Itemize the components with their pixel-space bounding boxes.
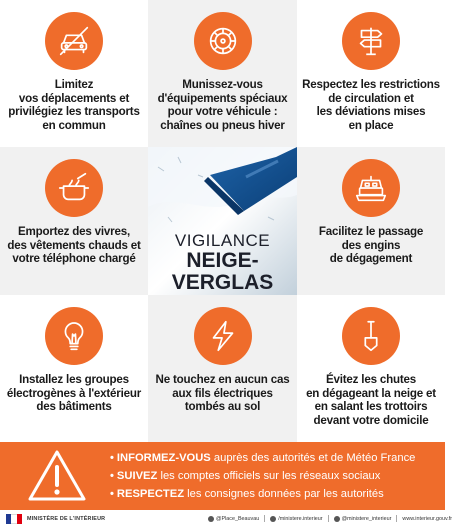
warning-triangle-icon — [26, 448, 88, 504]
banner-item-follow: • SUIVEZ les comptes officiels sur les réseaux sociaux — [110, 470, 381, 482]
divider — [264, 515, 265, 522]
social-links — [208, 515, 452, 522]
french-flag-logo — [6, 514, 22, 524]
vigilance-title — [148, 231, 297, 294]
instagram-icon — [334, 516, 340, 522]
vigilance-line1: VIGILANCE — [174, 231, 271, 250]
cooking-pot-icon — [45, 159, 103, 217]
divider — [396, 515, 397, 522]
advice-text: Emportez des vivres, des vêtements chauds et votre téléphone chargé — [7, 225, 141, 266]
signpost-icon — [342, 12, 400, 70]
vigilance-center-panel — [148, 147, 297, 295]
banner-list — [110, 449, 415, 503]
website-link[interactable]: www.interieur.gouv.fr — [402, 515, 452, 522]
advice-avoid-falls — [297, 295, 445, 442]
wheel-icon — [194, 12, 252, 70]
advice-supplies — [0, 147, 148, 295]
car-crossed-icon — [45, 12, 103, 70]
advice-text: Ne touchez en aucun cas aux fils électriques tombés au sol — [155, 373, 290, 414]
facebook-link[interactable]: /ministere.interieur — [270, 516, 322, 522]
banner-item-inform: • INFORMEZ-VOUS auprès des autorités et de Météo France — [110, 452, 416, 464]
twitter-link[interactable]: @Place_Beauvau — [208, 516, 259, 522]
advice-traffic-restrictions — [297, 0, 445, 147]
lightning-icon — [194, 307, 252, 365]
advice-limit-travel — [0, 0, 148, 147]
advice-generators — [0, 295, 148, 442]
facebook-icon — [270, 516, 276, 522]
banner-item-respect: • RESPECTEZ les consignes données par les autorités — [110, 488, 384, 500]
vigilance-line2: NEIGE- — [186, 249, 259, 272]
lightbulb-icon — [45, 307, 103, 365]
ministry-name: MINISTÈRE DE L'INTÉRIEUR — [27, 516, 106, 522]
vigilance-line3: VERGLAS — [171, 271, 274, 294]
snowplow-icon — [342, 159, 400, 217]
shovel-icon — [342, 307, 400, 365]
advice-winter-equipment — [148, 0, 297, 147]
footer — [0, 510, 452, 527]
instagram-link[interactable]: @ministere_interieur — [334, 516, 392, 522]
advice-text: Respectez les restrictions de circulation et les déviations mises en place — [302, 78, 440, 132]
advice-text: Facilitez le passage des engins de dégagement — [318, 225, 424, 266]
advice-text: Munissez-vous d'équipements spéciaux pour votre véhicule : chaînes ou pneus hiver — [157, 78, 288, 132]
info-banner — [0, 442, 445, 510]
twitter-icon — [208, 516, 214, 522]
advice-clear-way — [297, 147, 445, 295]
advice-text: Installez les groupes électrogènes à l'extérieur des bâtiments — [6, 373, 142, 414]
advice-text: Évitez les chutes en dégageant la neige et en salant les trottoirs devant votre domicile — [306, 373, 436, 427]
divider — [328, 515, 329, 522]
advice-text: Limitez vos déplacements et privilégiez les transports en commun — [8, 78, 140, 132]
advice-electric-wires — [148, 295, 297, 442]
